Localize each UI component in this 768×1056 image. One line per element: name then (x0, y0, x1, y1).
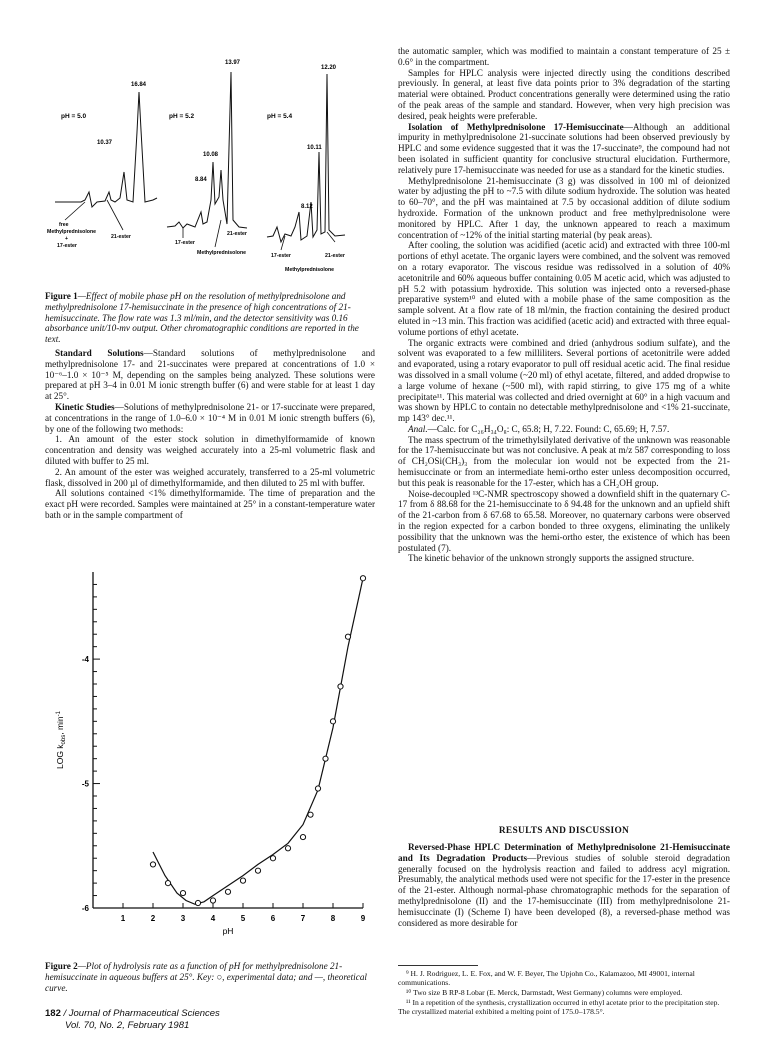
y-tick-label: -4 (81, 655, 89, 665)
x-tick-label: 6 (270, 914, 276, 923)
figure2-chart (45, 566, 375, 946)
figure1-caption (45, 291, 375, 345)
x-tick-label: 2 (150, 914, 156, 923)
figure2-caption-text: —Plot of hydrolysis rate as a function of pH for methylprednisolone 21-hemisuccinate in aqueous buffers at 25°. Key: ○, experimental data; and —, theoretical curve. (45, 961, 367, 993)
annotation: Methylprednisolone (197, 250, 246, 256)
annotation: 21-ester (227, 231, 247, 237)
right-column-text-results (398, 842, 730, 928)
data-point (195, 900, 200, 905)
subsection-heading: Isolation of Methylprednisolone 17-Hemisuccinate (408, 121, 624, 132)
left-column-text (45, 348, 375, 521)
paragraph: The organic extracts were combined and dried (anhydrous sodium sulfate), and the solvent was evaporated to a few milliliters. Several portions of acetonitrile were added and evaporated, using a rotary evaporator to pull off residual acetic acid. The final residue was dissolved in a small volume (~20 ml) of ethyl acetate, filtered, and added dropwise to a large volume of hexane (~500 ml), with rapid stirring, to give 175 mg of a white precipitate¹¹. This material was collected and dried overnight at 60° in a high vacuum and was shown by HPLC to contain no detectable methylprednisolone and <1% 21-succinate, mp 143° dec.¹¹. (398, 337, 730, 424)
x-tick-label: 9 (360, 914, 366, 923)
paragraph: —Solutions of methylprednisolone 21- or 17-succinate were prepared, at concentrations in the range of 1.0–6.0 × 10⁻⁴ M in 0.01 M ionic strength buffers (6), by one of the following two methods: (45, 401, 375, 434)
paragraph: All solutions contained <1% dimethylformamide. The time of preparation and the exact pH were recorded. Samples were maintained at 25° in a constant-temperature water bath or in the sample compartment of (45, 488, 375, 520)
figure1-chromatograms (45, 52, 375, 282)
y-axis-label: LOG $k_{obs}$, $\min^{-1}$ (55, 710, 67, 770)
annotation: Methylprednisolone (47, 229, 96, 235)
paragraph: 2. An amount of the ester was weighed accurately, transferred to a 25-ml volumetric flask, dissolved in 200 µl of dimethylformamide, and then diluted to 25 ml with buffer. (45, 466, 375, 488)
y-tick-label: -6 (81, 904, 89, 913)
data-point (180, 890, 185, 895)
data-point (308, 812, 313, 817)
peak-label: 10.08 (203, 152, 219, 158)
paragraph: —Calc. for C₂₆H₃₄O₈: C, 65.8; H, 7.22. Found: C, 65.69; H, 7.57. (427, 423, 670, 434)
theoretical-curve (153, 578, 363, 904)
annotation: 21-ester (325, 253, 345, 259)
data-point (150, 862, 155, 867)
peak-label: 10.37 (97, 140, 113, 146)
figure1-caption-text: —Effect of mobile phase pH on the resolution of methylprednisolone and methylprednisolone 17-hemisuccinate in the presence of high concentrations of 21-hemisuccinate. The flow rate was 1.3 ml/min, and the detector sensitivity was 0.16 absorbance unit/10-mv output. Other chromatographic conditions are reported in the text. (45, 291, 359, 345)
paragraph: After cooling, the solution was acidified (acetic acid) and extracted with three 100-ml portions of ethyl acetate. The organic layers were combined, and the solvent was removed on a rotary evaporator. The viscous residue was redissolved in a solution of 40% acetonitrile and 60% aqueous buffer containing 0.05 M acetic acid, which was adjusted to pH 5.2 with potassium hydroxide. This solution was injected onto a reversed-phase preparative system¹⁰ and eluted with a mobile phase of the same composition as the sample solvent. At a flow rate of 18 ml/min, the fraction containing the desired product eluted in ~13 min. This fraction was acidified (acetic acid) and extracted with three equal-volume portions of ethyl acetate. (398, 240, 730, 337)
data-point (165, 881, 170, 886)
paragraph: 1. An amount of the ester stock solution in dimethylformamide of known concentration and density was weighed accurately into a 25-ml volumetric flask and diluted with buffer to 25 ml. (45, 434, 375, 466)
y-tick-label: -5 (81, 779, 89, 789)
figure1-caption-label: Figure 1 (45, 291, 78, 301)
paragraph: Samples for HPLC analysis were injected directly using the conditions described previously. In general, at least five data points prior to 3% degradation of the starting material were obtained. Product concentrations generally were determined using the ratio of the peak areas of the sample and standard. However, when very high precision was desired, peak heights were preferable. (398, 67, 730, 121)
peak-label: 8.84 (195, 177, 207, 183)
paragraph: —Standard solutions of methylprednisolone and methylprednisolone 17- and 21-succinates were prepared at concentrations of 1.0 × 10⁻⁶–1.0 × 10⁻⁵ M, depending on the samples being analyzed. These solutions were prepared at pH 3–4 in 0.01 M ionic strength buffer (6) and were stable for at least 1 day at 25°. (45, 348, 375, 402)
data-point (225, 889, 230, 894)
data-point (300, 834, 305, 839)
ph-label: pH = 5.4 (267, 113, 293, 120)
annotation: 17-ester (57, 243, 77, 249)
figure2-caption-label: Figure 2 (45, 961, 78, 971)
paragraph: Noise-decoupled ¹³C-NMR spectroscopy showed a downfield shift in the quaternary C-17 from δ 88.68 for the 21-hemisuccinate to δ 94.48 for the unknown and an upfield shift of the 21-carbon from δ 67.68 to 65.58. Moreover, no quaternary carbons were observed in the region expected for a carbon bonded to three oxygens, eliminating the unlikely possibility that the unknown was the hemi-ortho ester, the existence of which has been postulated (7). (398, 488, 730, 553)
data-point (323, 756, 328, 761)
data-point (330, 719, 335, 724)
peak-label: 10.11 (307, 145, 322, 151)
footnote: ¹⁰ Two size B RP-8 Lobar (E. Merck, Darmstadt, West Germany) columns were employed. (406, 988, 683, 997)
page-number: 182 (45, 1008, 61, 1019)
peak-label: 12.20 (321, 65, 337, 71)
subsection-heading: Anal. (408, 423, 428, 434)
page-footer (45, 1008, 220, 1032)
subsection-heading: Kinetic Studies (55, 401, 115, 412)
data-point (338, 684, 343, 689)
annotation: Methylprednisolone (285, 267, 334, 273)
data-point (345, 634, 350, 639)
data-point (240, 878, 245, 883)
peak-label: 16.84 (131, 82, 147, 88)
annotation: 21-ester (111, 234, 131, 240)
x-tick-label: 5 (240, 914, 246, 923)
annotation: 17-ester (271, 253, 291, 259)
annotation: + (65, 236, 69, 242)
data-point (360, 576, 365, 581)
x-tick-label: 3 (180, 914, 186, 923)
data-point (270, 856, 275, 861)
footnote: ¹¹ In a repetition of the synthesis, crystallization occurred in ethyl acetate prior to the precipitation step. The crystallized material exhibited a melting point of 175.0–178.5°. (398, 998, 720, 1016)
x-tick-label: 4 (210, 914, 216, 923)
data-point (210, 898, 215, 903)
footnote: ⁹ H. J. Rodriguez, L. E. Fox, and W. F. Beyer, The Upjohn Co., Kalamazoo, MI 49001, internal communications. (398, 969, 695, 987)
right-column-text (398, 46, 730, 564)
subsection-heading: Reversed-Phase HPLC Determination of Methylprednisolone 21-Hemisuccinate and Its Degradation Products (398, 842, 730, 863)
subsection-heading: Standard Solutions (55, 348, 144, 358)
x-axis-label: pH (222, 926, 234, 936)
annotation: 17-ester (175, 240, 195, 246)
x-tick-label: 7 (300, 914, 306, 923)
peak-label: 8.12 (301, 204, 313, 210)
journal-name: / Journal of Pharmaceutical Sciences (63, 1008, 220, 1019)
footnote-rule (398, 965, 478, 966)
volume-info: Vol. 70, No. 2, February 1981 (65, 1020, 190, 1031)
data-point (285, 846, 290, 851)
peak-label: 13.97 (225, 60, 241, 66)
data-point (255, 868, 260, 873)
data-point (315, 786, 320, 791)
paragraph: The kinetic behavior of the unknown strongly supports the assigned structure. (408, 553, 695, 564)
ph-label: pH = 5.0 (61, 113, 87, 120)
section-title: RESULTS AND DISCUSSION (498, 826, 630, 836)
ph-label: pH = 5.2 (169, 113, 195, 120)
figure2-caption (45, 961, 375, 993)
paragraph: The mass spectrum of the trimethylsilylated derivative of the unknown was reasonable for the 17-hemisuccinate but was not conclusive. A peak at m/z 587 corresponding to loss of CH₂OSi(CH₃)₃ from the molecular ion would not be expected from the 21-hemisuccinate or from an intermediate hemi-ortho ester unless decomposition occurred, but this peak is reasonable for the 17-ester, which has a CH₂OH group. (398, 434, 730, 488)
footnotes (398, 969, 730, 1017)
annotation: free (59, 222, 69, 228)
paragraph: —Previous studies of soluble steroid degradation generally focused on the hydrolysis reaction and failed to address acyl migration. Presumably, the analytical methods used were not specific for the 17-ester in the presence of the 21-ester. Although normal-phase chromatographic methods for the separation of methylprednisolone (II) and the 17-hemisuccinate (III) from methylprednisolone 21-hemisuccinate (I) (Scheme I) have been developed (8), a reversed-phase method was considered as more desirable for (398, 852, 730, 928)
x-tick-label: 8 (330, 914, 336, 923)
x-tick-label: 1 (120, 914, 126, 923)
paragraph: the automatic sampler, which was modified to maintain a constant temperature of 25 ± 0.6° in the compartment. (398, 46, 730, 67)
paragraph: —Although an additional impurity in methylprednisolone 21-succinate solutions had been observed previously by HPLC and some evidence suggested that it was the 17-succinate⁹, the compound had not been isolated in sufficient quantity for conclusive structural elucidation. Furthermore, relatively pure 17-hemisuccinate was needed for use as a standard for the kinetic studies. (398, 121, 730, 175)
paragraph: Methylprednisolone 21-hemisuccinate (3 g) was dissolved in 100 ml of deionized water by adjusting the pH to ~7.5 with dilute sodium hydroxide. The solution was heated to 60–70°, and the pH was maintained at 7.5 by occasional addition of dilute sodium hydroxide. Formation of the unknown product and free methylprednisolone were monitored by HPLC. After 1 day, the unknown appeared to reach a maximum concentration of ~12% of the initial starting material (by peak areas). (398, 175, 730, 240)
